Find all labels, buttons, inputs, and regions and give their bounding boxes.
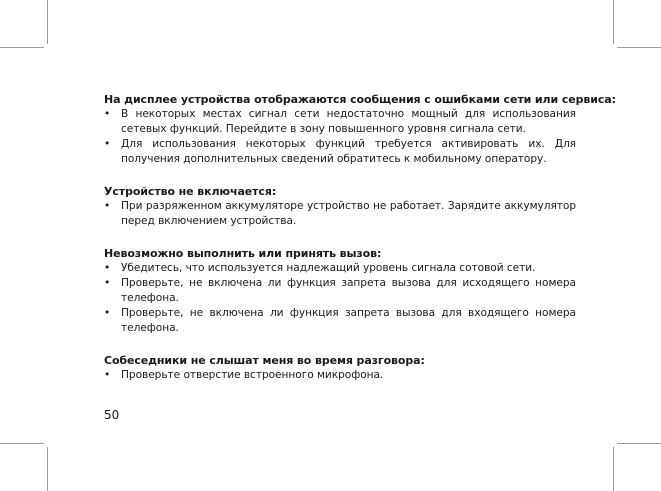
list-item [104, 276, 576, 306]
crop-mark-bottom-left-horizontal [0, 443, 44, 444]
list-item-text: Проверьте, не включена ли функция запрета вызова для исходящего номера телефона. [121, 277, 576, 304]
list-item [104, 368, 576, 383]
bullet-icon: • [104, 369, 111, 381]
list-item [104, 261, 576, 276]
bullet-icon: • [104, 277, 111, 289]
section-network-errors [104, 92, 616, 167]
list-item [104, 107, 576, 137]
crop-mark-top-left-horizontal [0, 47, 44, 48]
list-item-text: Убедитесь, что используется надлежащий уровень сигнала сотовой сети. [121, 262, 536, 274]
section-heading: Собеседники не слышат меня во время разговора: [104, 354, 425, 367]
section-call-problems [104, 246, 576, 336]
bullet-icon: • [104, 108, 111, 120]
bullet-list [104, 107, 576, 167]
list-item [104, 137, 576, 167]
section-heading: Невозможно выполнить или принять вызов: [104, 247, 382, 260]
list-item-text: Проверьте, не включена ли функция запрета вызова для входящего номера телефона. [121, 307, 576, 334]
list-item [104, 306, 576, 336]
list-item-text: В некоторых местах сигнал сети недостаточно мощный для использования сетевых функций. Перейдите в зону повышенного уровня сигнала сети. [121, 108, 576, 135]
bullet-icon: • [104, 138, 111, 150]
bullet-icon: • [104, 307, 111, 319]
crop-mark-bottom-right-horizontal [617, 443, 661, 444]
section-microphone [104, 353, 576, 383]
crop-mark-bottom-right-vertical [613, 447, 614, 491]
bullet-list [104, 199, 576, 229]
page-number: 50 [104, 408, 120, 422]
crop-mark-top-right-horizontal [617, 47, 661, 48]
section-device-not-turning-on [104, 184, 576, 229]
crop-mark-top-left-vertical [47, 0, 48, 44]
bullet-icon: • [104, 200, 111, 212]
list-item-text: Для использования некоторых функций требуется активировать их. Для получения дополнительных сведений обратитесь к мобильному оператору. [121, 138, 576, 165]
list-item-text: Проверьте отверстие встроенного микрофона. [121, 369, 384, 381]
section-heading: Устройство не включается: [104, 185, 277, 198]
crop-mark-bottom-left-vertical [47, 447, 48, 491]
list-item [104, 199, 576, 229]
section-heading: На дисплее устройства отображаются сообщения с ошибками сети или сервиса: [104, 93, 616, 106]
bullet-list [104, 368, 576, 383]
list-item-text: При разряженном аккумуляторе устройство не работает. Зарядите аккумулятор перед включением устройства. [121, 200, 576, 227]
troubleshooting-content [104, 92, 616, 400]
crop-mark-top-right-vertical [613, 0, 614, 44]
bullet-icon: • [104, 262, 111, 274]
bullet-list [104, 261, 576, 336]
